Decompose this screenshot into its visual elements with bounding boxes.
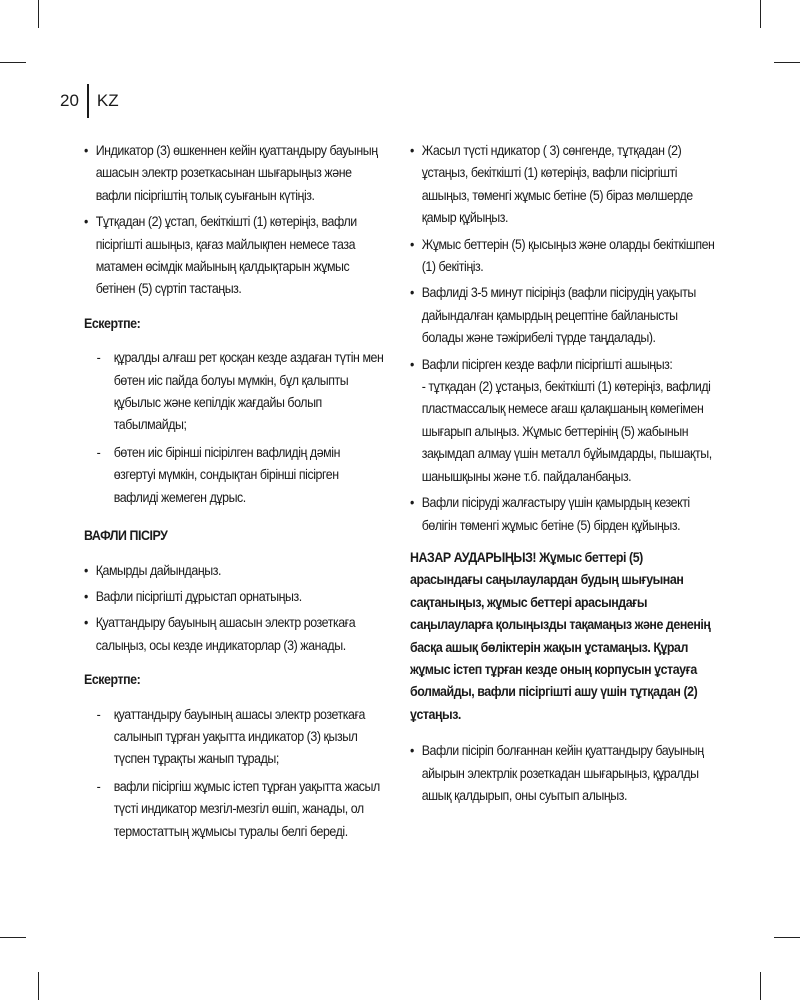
instructions-bullet-list (410, 140, 715, 537)
page-header (60, 86, 119, 116)
list-item: • Қуаттандыру бауының ашасын электр розеткаға салыңыз, осы кезде индикаторлар (3) жанады. (84, 612, 384, 657)
list-item-subtext: - тұтқадан (2) ұстаңыз, бекіткішті (1) көтеріңіз, вафлиді пластмассалық немесе ағаш қалақшаның көмегімен шығарып алыңыз. Жұмыс беттерінің (5) жабынын зақымдап алмау үшін металл бұйымдарды, пышақты, шанышқыны және т.б. пайдаланбаңыз. (421, 379, 712, 484)
list-item: • Вафлиді 3-5 минут пісіріңіз (вафли пісірудің уақыты дайындалған қамырдың рецептіне байланысты болады және тәжірибелі түрде таңдалады). (410, 282, 715, 349)
final-bullet-list (410, 740, 715, 807)
section-heading: ВАФЛИ ПІСІРУ (84, 528, 168, 544)
right-column (410, 140, 715, 811)
crop-mark (760, 0, 761, 28)
crop-mark (0, 62, 26, 63)
note-heading: Ескертпе: (84, 672, 141, 688)
intro-bullet-list (84, 140, 384, 301)
crop-mark (760, 972, 761, 1000)
list-item: • Тұтқадан (2) ұстап, бекіткішті (1) көтеріңіз, вафли пісіргішті ашыңыз, қағаз майлықпен немесе таза матамен өсімдік майының қалдықтарын жұмыс бетінен (5) сүртіп тастаңыз. (84, 211, 384, 301)
list-item: • Вафли пісіргішті дұрыстап орнатыңыз. (84, 586, 384, 608)
list-item: - бөтен иіс бірінші пісірілген вафлидің дәмін өзгертуі мүмкін, сондықтан бірінші пісірген вафлиді жемеген дұрыс. (84, 442, 384, 509)
list-item: - вафли пісіргіш жұмыс істеп тұрған уақытта жасыл түсті индикатор мезгіл-мезгіл өшіп, жанады, ол термостаттың жұмысы туралы белгі береді. (84, 776, 384, 843)
crop-mark (38, 972, 39, 1000)
crop-mark (774, 62, 800, 63)
list-item: • Вафли пісіріп болғаннан кейін қуаттандыру бауының айырын электрлік розеткадан шығарыңыз, құралды ашық қалдырып, оны суытып алыңыз. (410, 740, 715, 807)
list-item: • Қамырды дайындаңыз. (84, 560, 384, 582)
crop-mark (774, 937, 800, 938)
list-item: • Жасыл түсті ндикатор ( 3) сөнгенде, тұтқадан (2) ұстаңыз, бекіткішті (1) көтеріңіз, вафли пісіргішті ашыңыз, төменгі жұмыс бетіне (5) біраз мөлшерде қамыр құйыңыз. (410, 140, 715, 230)
list-item-text: • Вафли пісірген кезде вафли пісіргішті ашыңыз: (421, 356, 673, 372)
language-code: KZ (96, 91, 119, 110)
crop-mark (38, 0, 39, 28)
left-column (84, 140, 384, 859)
note-list (84, 704, 384, 843)
list-item: - құралды алғаш рет қосқан кезде аздаған түтін мен бөтен иіс пайда болуы мүмкін, бұл қалыпты құбылыс және кепілдік жағдайы болып табылмайды; (84, 347, 384, 437)
list-item: • Вафли пісіруді жалғастыру үшін қамырдың кезекті бөлігін төменгі жұмыс бетіне (5) бірден құйыңыз. (410, 492, 715, 537)
list-item (410, 354, 715, 488)
note-heading: Ескертпе: (84, 315, 141, 331)
crop-mark (0, 937, 26, 938)
list-item: • Жұмыс беттерін (5) қысыңыз және оларды бекіткішпен (1) бекітіңіз. (410, 234, 715, 279)
page-number: 20 (60, 91, 79, 110)
warning-paragraph: НАЗАР АУДАРЫҢЫЗ! Жұмыс беттері (5) арасындағы саңылаулардан будың шығуынан сақтаныңыз, жұмыс беттері арасындағы саңылауларға қолыңызды тақамаңыз және дененің басқа ашық бөліктерін жақын ұстамаңыз. Құрал жұмыс істеп тұрған кезде оның корпусын ұстауға болмайды, вафли пісіргішті ашу үшін тұтқадан (2) ұстаңыз. (410, 549, 711, 722)
list-item: - қуаттандыру бауының ашасы электр розеткаға салынып тұрған уақытта индикатор (3) қызыл түспен тұрақты жанып тұрады; (84, 704, 384, 771)
list-item: • Индикатор (3) өшкеннен кейін қуаттандыру бауының ашасын электр розеткасынан шығарыңыз және вафли пісіргіштің толық суығанын күтіңіз. (84, 140, 384, 207)
note-list (84, 347, 384, 509)
steps-bullet-list (84, 560, 384, 658)
